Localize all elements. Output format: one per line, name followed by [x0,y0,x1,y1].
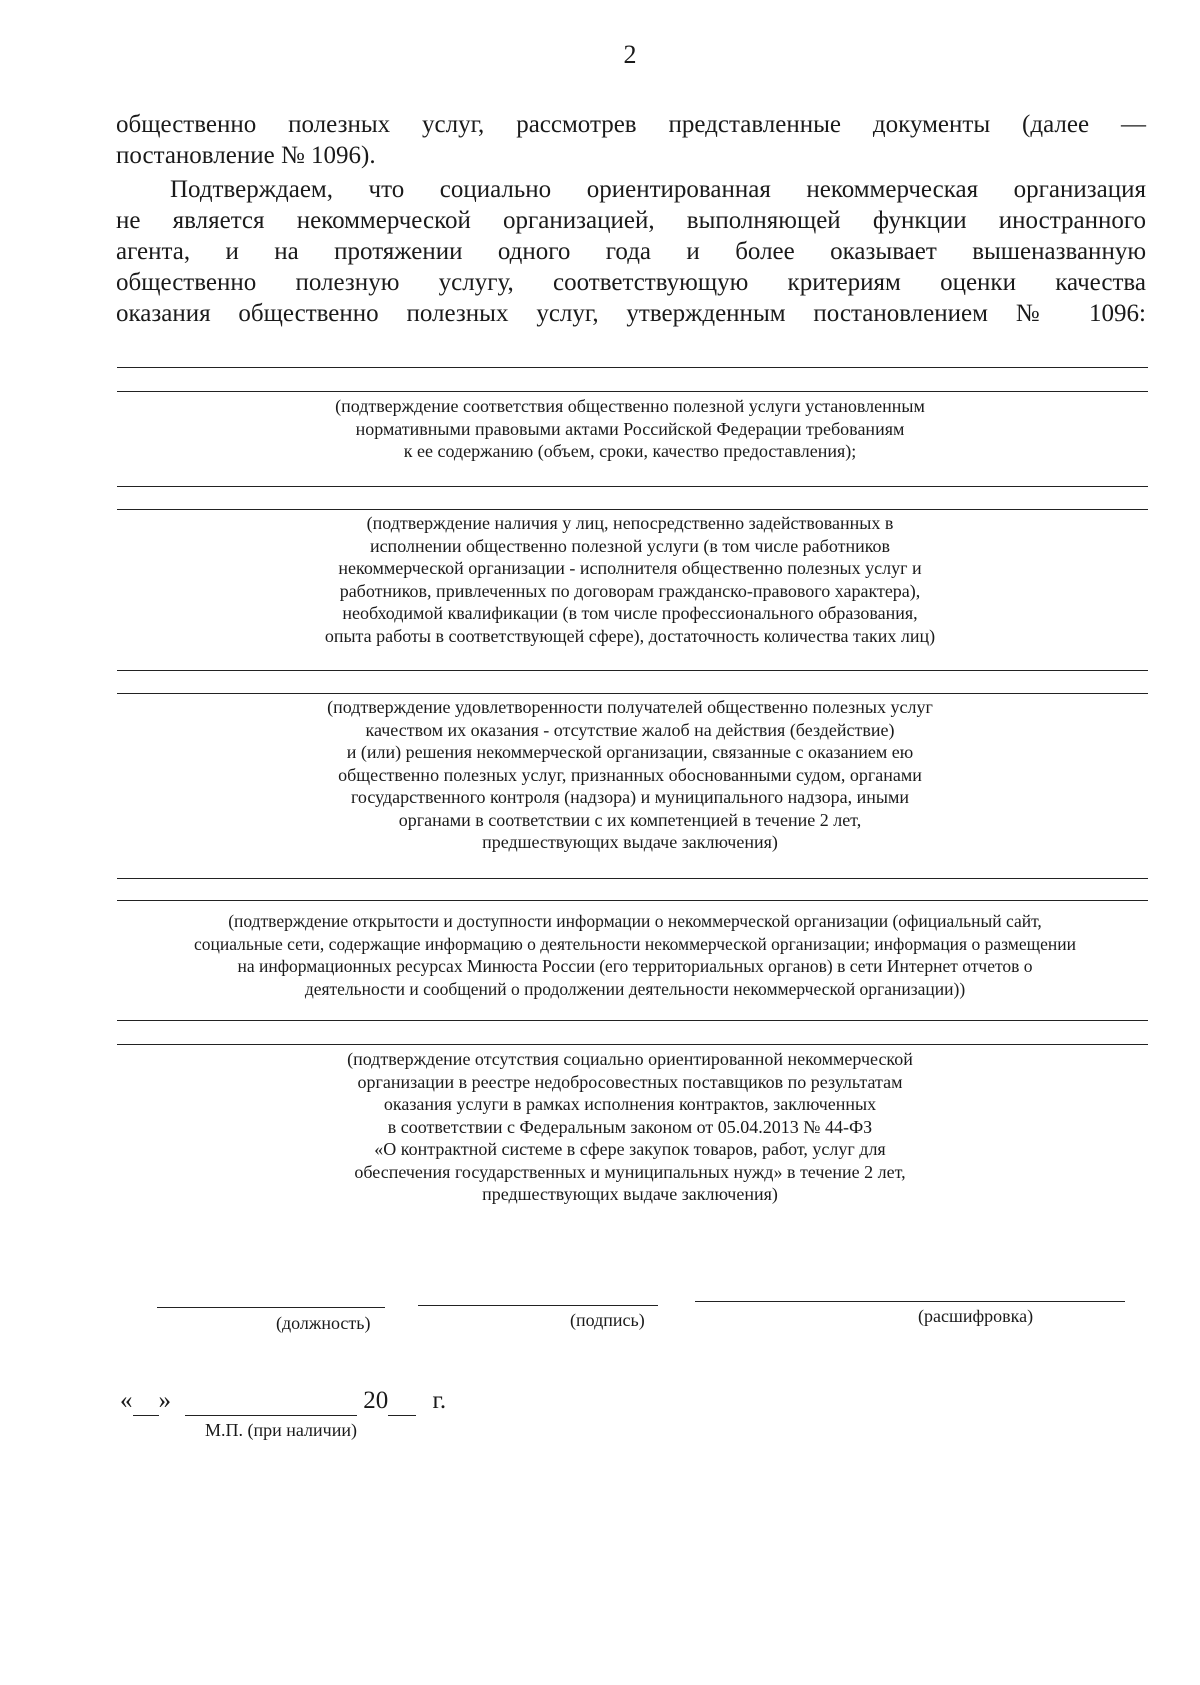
month-blank [185,1387,357,1416]
decoding-line [695,1301,1125,1302]
date-row [120,1387,446,1416]
caption-line: (подтверждение удовлетворенности получателей общественно полезных услуг [327,697,933,717]
caption-unfair-suppliers-registry [180,1048,1080,1206]
caption-line: опыта работы в соответствующей сфере), достаточность количества таких лиц) [324,625,936,646]
caption-line: нормативными правовыми актами Российской Федерации требованиям [355,418,905,439]
caption-line: (подтверждение наличия у лиц, непосредственно задействованных в [366,513,894,533]
date-close-quote: » [158,1387,171,1414]
fill-line [117,391,1148,392]
caption-staff-qualification [180,512,1080,647]
confirm-line-4: общественно полезную услугу, соответствующую критериям оценки качества [116,269,1146,296]
position-label: (должность) [276,1313,371,1333]
caption-line: социальные сети, содержащие информацию о деятельности некоммерческой организации; информация о размещении [194,933,1076,954]
signature-line [418,1305,658,1306]
caption-line: необходимой квалификации (в том числе профессионального образования, [342,603,918,623]
caption-line: государственного контроля (надзора) и муниципального надзора, иными [350,787,910,807]
stamp-label: М.П. (при наличии) [205,1420,357,1440]
confirm-line-2: не является некоммерческой организацией, выполняющей функции иностранного [116,207,1146,234]
confirm-line-1: Подтверждаем, что социально ориентированная некоммерческая организация [170,176,1146,203]
caption-line: органами в соответствии с их компетенцией в течение 2 лет, [398,809,862,830]
fill-line [117,367,1148,368]
caption-line: к ее содержанию (объем, сроки, качество предоставления); [403,441,857,461]
fill-line [117,486,1148,487]
page-number: 2 [623,40,637,69]
caption-line: предшествующих выдаче заключения) [482,832,778,852]
caption-line: и (или) решения некоммерческой организации, связанные с оказанием ею [346,742,914,762]
fill-line [117,509,1148,510]
fill-line [117,670,1148,671]
confirm-line-5: оказания общественно полезных услуг, утвержденным постановлением № 1096: [116,300,1146,327]
fill-line [117,693,1148,694]
year-prefix: 20 [363,1387,389,1414]
day-blank [133,1387,159,1416]
caption-line: (подтверждение соответствия общественно полезной услуги установленным [335,396,925,416]
caption-information-openness [120,910,1150,1000]
caption-line: (подтверждение открытости и доступности информации о некоммерческой организации (официальный сайт, [228,911,1042,931]
caption-line: в соответствии с Федеральным законом от 05.04.2013 № 44-ФЗ [387,1116,873,1137]
fill-line [117,878,1148,879]
caption-line: исполнении общественно полезной услуги (в том числе работников [369,535,891,556]
confirm-line-3: агента, и на протяжении одного года и более оказывает вышеназванную [116,238,1146,265]
caption-line: общественно полезных услуг, признанных обоснованными судом, органами [338,764,922,785]
caption-line: работников, привлеченных по договорам гражданско-правового характера), [339,580,921,601]
caption-line: предшествующих выдаче заключения) [482,1184,778,1204]
intro-text [116,109,1146,171]
year-blank [388,1387,416,1416]
caption-line: оказания услуги в рамках исполнения контрактов, заключенных [383,1094,877,1114]
caption-service-compliance [180,395,1080,463]
caption-line: обеспечения государственных и муниципальных нужд» в течение 2 лет, [354,1161,906,1182]
decoding-label: (расшифровка) [918,1306,1034,1326]
intro-line-2: постановление № 1096). [116,142,376,169]
caption-line: (подтверждение отсутствия социально ориентированной некоммерческой [347,1049,913,1069]
caption-line: организации в реестре недобросовестных поставщиков по результатам [357,1071,903,1092]
confirmation-paragraph [116,174,1146,329]
position-line [157,1307,385,1308]
caption-line: на информационных ресурсах Минюста России (его территориальных органов) в сети Интернет отчетов о [237,956,1033,976]
caption-recipient-satisfaction [180,696,1080,854]
year-suffix: г. [432,1387,447,1414]
fill-line [117,900,1148,901]
signature-label: (подпись) [570,1310,645,1330]
caption-line: «О контрактной системе в сфере закупок товаров, работ, услуг для [374,1139,886,1159]
fill-line [117,1044,1148,1045]
fill-line [117,1020,1148,1021]
caption-line: деятельности и сообщений о продолжении деятельности некоммерческой организации)) [304,978,966,999]
date-open-quote: « [120,1387,133,1414]
caption-line: качеством их оказания - отсутствие жалоб на действия (бездействие) [365,719,895,740]
intro-line-1: общественно полезных услуг, рассмотрев представленные документы (далее — [116,111,1146,138]
caption-line: некоммерческой организации - исполнителя общественно полезных услуг и [338,558,922,578]
